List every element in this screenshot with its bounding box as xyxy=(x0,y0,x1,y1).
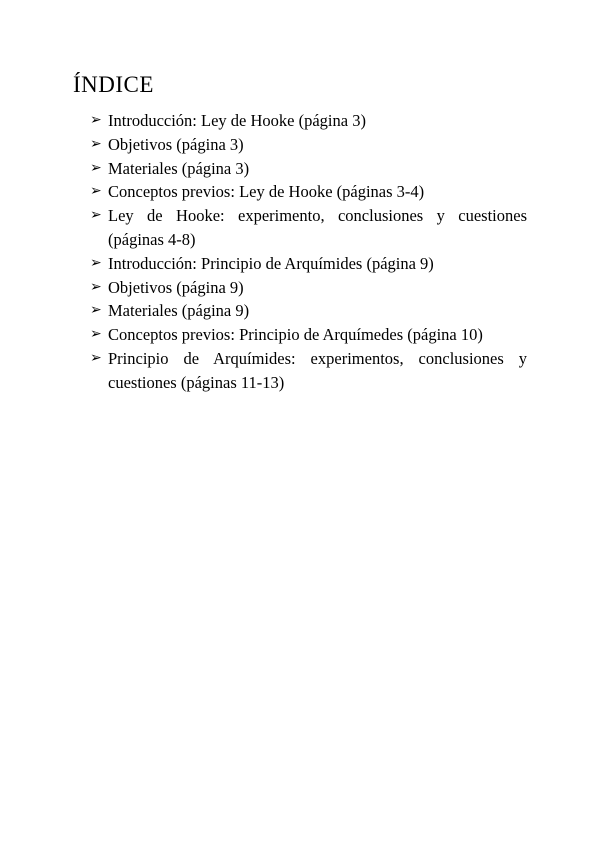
table-of-contents xyxy=(90,109,527,395)
toc-item-10 xyxy=(90,347,527,395)
toc-item-7 xyxy=(90,276,527,300)
toc-item-8 xyxy=(90,299,527,323)
toc-item-text: Introducción: Ley de Hooke (página 3) xyxy=(108,111,366,130)
arrow-bullet-icon: ➢ xyxy=(90,183,102,200)
toc-item-text: Principio de Arquímides: experimentos, conclusiones y cuestiones (páginas 11-13) xyxy=(108,348,527,392)
toc-item-text: Materiales (página 9) xyxy=(108,301,250,321)
page-title: ÍNDICE xyxy=(73,72,154,97)
toc-item-2 xyxy=(90,133,527,157)
toc-item-9 xyxy=(90,323,527,347)
arrow-bullet-icon: ➢ xyxy=(90,112,102,128)
toc-item-1 xyxy=(90,109,527,133)
toc-item-text: Materiales (página 3) xyxy=(108,158,250,178)
toc-item-4 xyxy=(90,180,527,204)
arrow-bullet-icon: ➢ xyxy=(90,349,102,366)
arrow-bullet-icon: ➢ xyxy=(90,278,102,295)
arrow-bullet-icon: ➢ xyxy=(90,135,102,152)
toc-item-text: Objetivos (página 3) xyxy=(108,134,244,154)
toc-item-3 xyxy=(90,157,527,181)
toc-item-text: Objetivos (página 9) xyxy=(108,277,244,297)
toc-item-text: Conceptos previos: Principio de Arquímedes (página 10) xyxy=(108,325,483,345)
arrow-bullet-icon: ➢ xyxy=(90,207,102,224)
toc-item-5 xyxy=(90,204,527,252)
arrow-bullet-icon: ➢ xyxy=(90,159,102,176)
toc-item-text: Introducción: Principio de Arquímides (página 9) xyxy=(108,253,434,273)
arrow-bullet-icon: ➢ xyxy=(90,326,102,343)
toc-item-6 xyxy=(90,252,527,276)
arrow-bullet-icon: ➢ xyxy=(90,254,102,271)
toc-item-text: Ley de Hooke: experimento, conclusiones y cuestiones (páginas 4-8) xyxy=(108,206,527,249)
arrow-bullet-icon: ➢ xyxy=(90,302,102,319)
toc-item-text: Conceptos previos: Ley de Hooke (páginas 3-4) xyxy=(108,182,425,202)
